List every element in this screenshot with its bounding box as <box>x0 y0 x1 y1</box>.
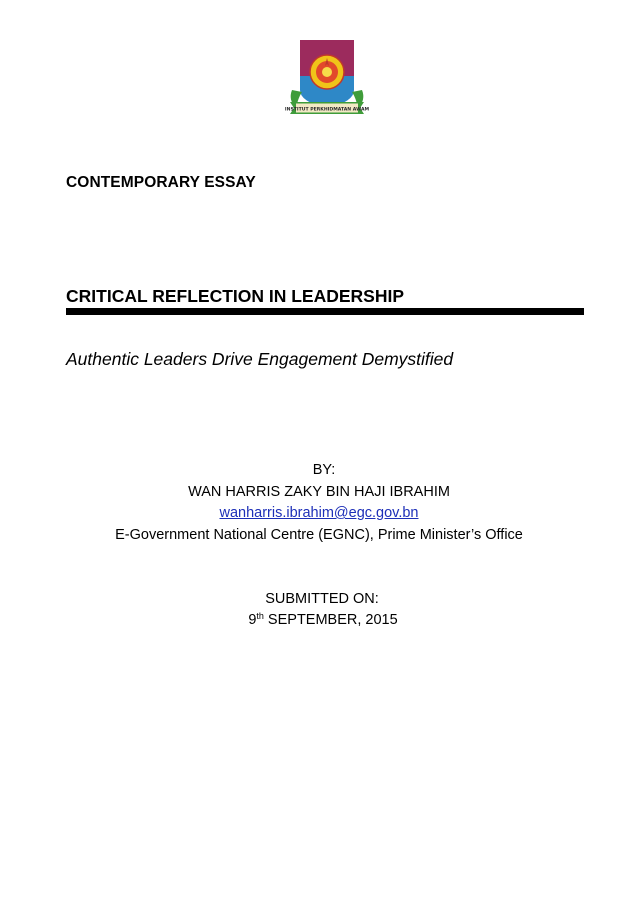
logo-caption: INSTITUT PERKHIDMATAN AWAM <box>284 107 370 113</box>
essay-title: CRITICAL REFLECTION IN LEADERSHIP <box>66 286 405 306</box>
author-email-line <box>0 505 638 521</box>
submitted-on-label: SUBMITTED ON: <box>265 591 379 607</box>
essay-subtitle: Authentic Leaders Drive Engagement Demystified <box>66 349 454 369</box>
author-name: WAN HARRIS ZAKY BIN HAJI IBRAHIM <box>188 484 450 500</box>
by-label: BY: <box>312 462 336 478</box>
author-organization: E-Government National Centre (EGNC), Prime Minister’s Office <box>115 527 523 543</box>
submission-day-suffix: th <box>256 611 264 621</box>
institution-crest-logo <box>284 36 370 118</box>
submission-month-year: SEPTEMBER, 2015 <box>263 612 398 628</box>
submission-date <box>4 612 638 628</box>
author-email-link[interactable]: wanharris.ibrahim@egc.gov.bn <box>219 505 419 521</box>
submission-day: 9 <box>248 612 257 628</box>
title-underline-rule <box>66 308 584 315</box>
essay-type-heading: CONTEMPORARY ESSAY <box>66 174 256 191</box>
